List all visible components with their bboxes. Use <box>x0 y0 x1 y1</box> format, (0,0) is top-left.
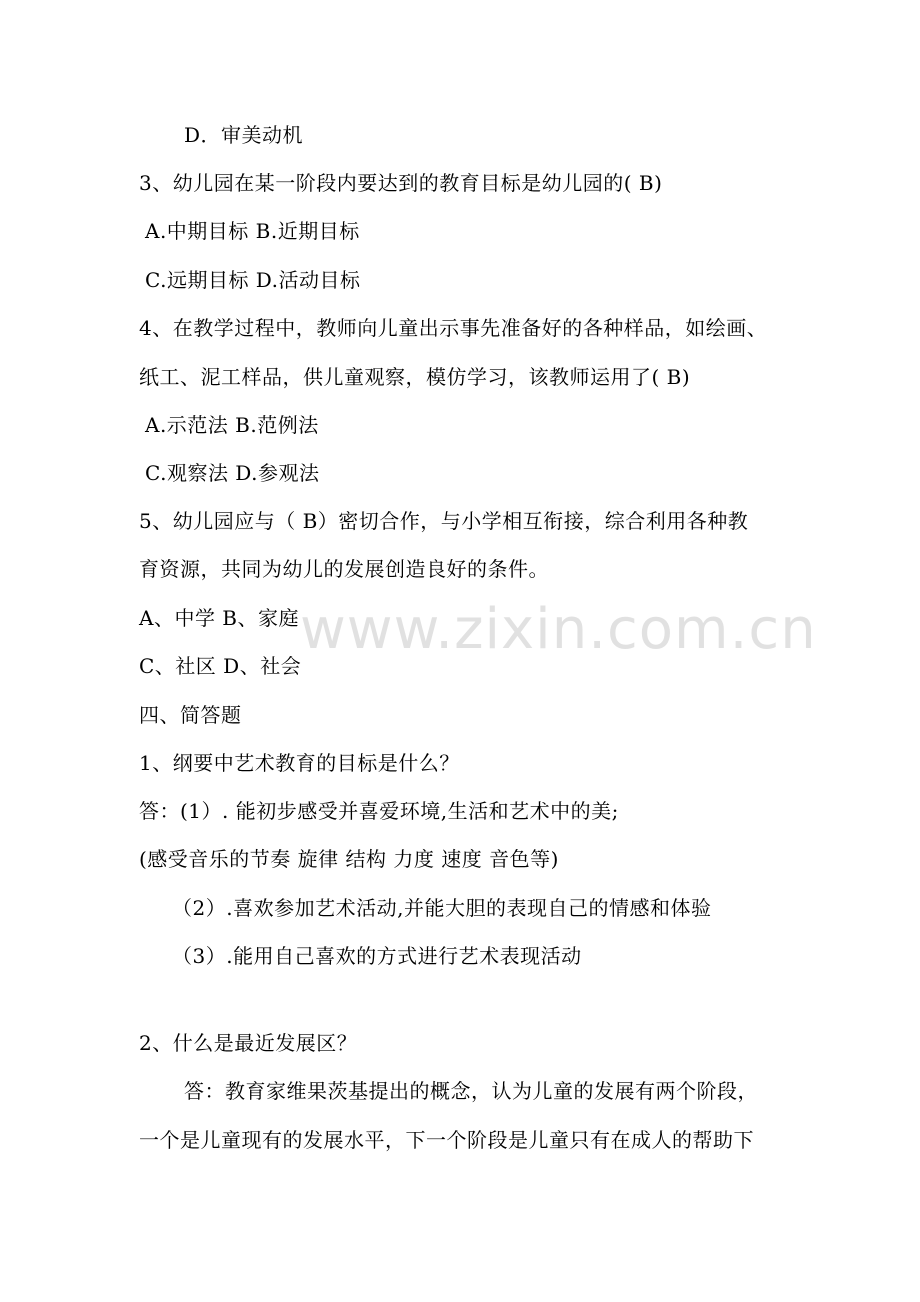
question-5-options-ab: A、中学 B、家庭 <box>139 606 299 630</box>
question-5-options-cd: C、社区 D、社会 <box>139 654 302 678</box>
question-3-line: 3、幼儿园在某一阶段内要达到的教育目标是幼儿园的( B) <box>139 171 663 195</box>
question-4-options-ab: A.示范法 B.范例法 <box>145 413 319 437</box>
answer-1-point-2: （2）.喜欢参加艺术活动,并能大胆的表现自己的情感和体验 <box>172 896 712 920</box>
question-3-options-cd: C.远期目标 D.活动目标 <box>145 268 361 292</box>
short-answer-question-1: 1、纲要中艺术教育的目标是什么？ <box>139 751 460 775</box>
answer-2-line-2: 一个是儿童现有的发展水平，下一个阶段是儿童只有在成人的帮助下 <box>139 1128 754 1152</box>
question-5-line-1: 5、幼儿园应与（ B）密切合作，与小学相互衔接，综合利用各种教 <box>139 509 749 533</box>
question-4-line-2: 纸工、泥工样品，供儿童观察，模仿学习，该教师运用了( B) <box>139 365 691 389</box>
question-3-options-ab: A.中期目标 B.近期目标 <box>145 219 360 243</box>
question-4-line-1: 4、在教学过程中，教师向儿童出示事先准备好的各种样品，如绘画、 <box>139 316 768 340</box>
question-5-line-2: 育资源，共同为幼儿的发展创造良好的条件。 <box>139 557 549 581</box>
short-answer-question-2: 2、什么是最近发展区？ <box>139 1031 358 1055</box>
answer-2-line-1: 答：教育家维果茨基提出的概念，认为儿童的发展有两个阶段， <box>184 1079 758 1103</box>
answer-1-point-1: 答：(1）. 能初步感受并喜爱环境,生活和艺术中的美; <box>139 799 619 823</box>
watermark: www.zixin.com.cn <box>300 597 817 662</box>
answer-1-note: (感受音乐的节奏 旋律 结构 力度 速度 音色等) <box>139 847 559 871</box>
answer-1-point-3: （3）.能用自己喜欢的方式进行艺术表现活动 <box>172 944 582 968</box>
option-line-d-aesthetic-motive: D．审美动机 <box>184 123 304 147</box>
question-4-options-cd: C.观察法 D.参观法 <box>145 461 320 485</box>
section-heading-short-answer: 四、简答题 <box>139 703 242 727</box>
